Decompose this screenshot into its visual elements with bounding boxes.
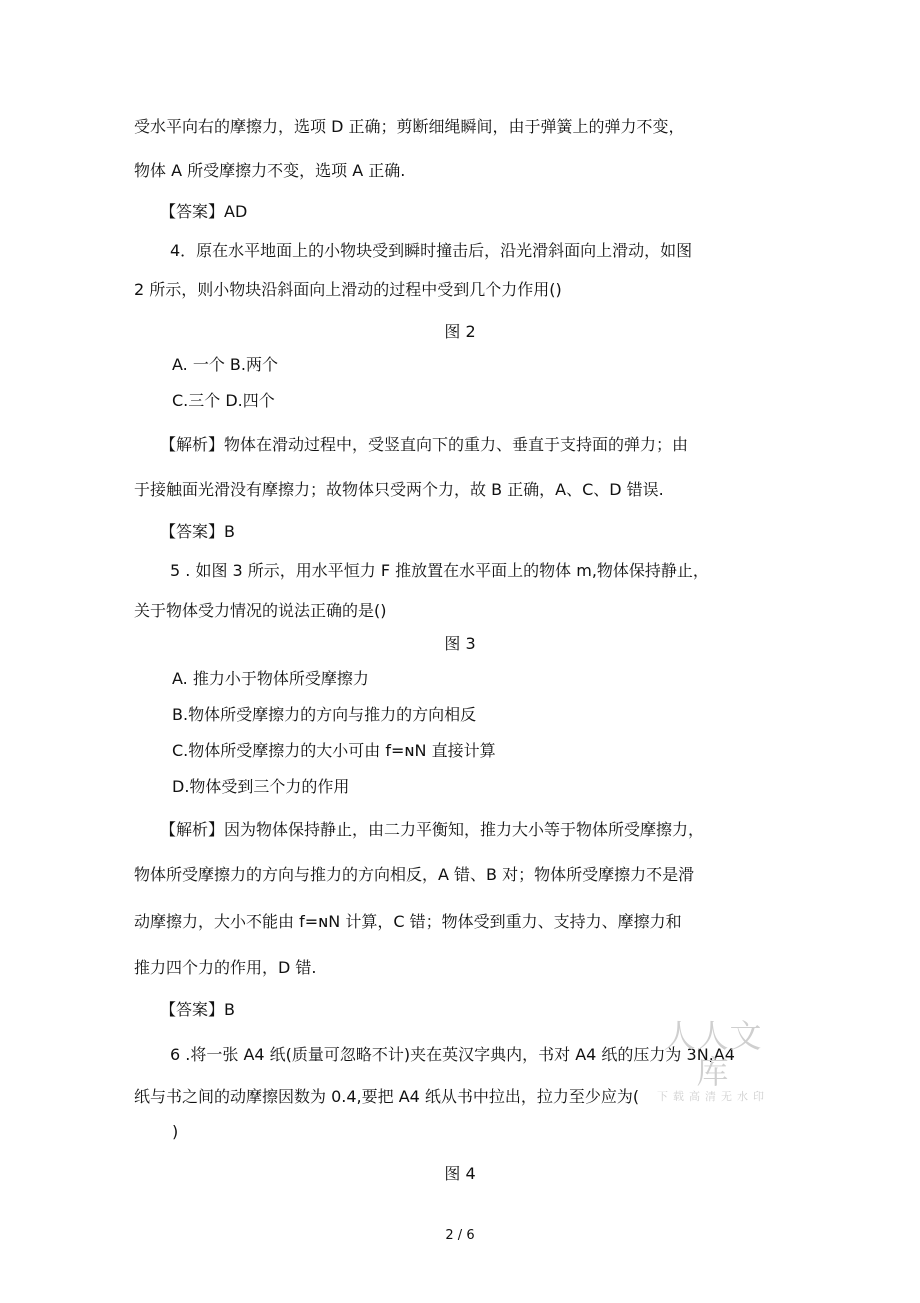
text-line: 2 所示，则小物块沿斜面向上滑动的过程中受到几个力作用() — [134, 280, 562, 299]
text-line: 推力四个力的作用，D 错. — [134, 958, 317, 977]
text-line: 动摩擦力，大小不能由 f=ɴN 计算，C 错；物体受到重力、支持力、摩擦力和 — [134, 912, 682, 931]
option-line: D.物体受到三个力的作用 — [172, 777, 350, 796]
analysis-line: 【解析】因为物体保持静止，由二力平衡知，推力大小等于物体所受摩擦力， — [160, 820, 705, 839]
text-line: 物体 A 所受摩擦力不变，选项 A 正确. — [134, 161, 406, 180]
watermark-subtitle: 下载高清无水印 — [657, 1090, 769, 1103]
text-line: ) — [172, 1122, 179, 1141]
question-5-line: 5 . 如图 3 所示，用水平恒力 F 推放置在水平面上的物体 m,物体保持静止， — [170, 561, 709, 580]
text-line: 受水平向右的摩擦力，选项 D 正确；剪断细绳瞬间，由于弹簧上的弹力不变， — [134, 117, 685, 136]
figure-caption: 图 3 — [444, 634, 476, 653]
page-number: 2 / 6 — [445, 1228, 475, 1243]
option-line: A. 一个 B.两个 — [172, 355, 278, 374]
text-line: 物体所受摩擦力的方向与推力的方向相反，A 错、B 对；物体所受摩擦力不是滑 — [134, 865, 695, 884]
question-6-line: 6 .将一张 A4 纸(质量可忽略不计)夹在英汉字典内，书对 A4 纸的压力为 3N,A4 — [170, 1045, 735, 1064]
text-line: 关于物体受力情况的说法正确的是() — [134, 601, 387, 620]
answer-line: 【答案】B — [160, 1000, 235, 1019]
option-line: C.三个 D.四个 — [172, 391, 275, 410]
figure-caption: 图 4 — [444, 1164, 476, 1183]
question-4-line: 4．原在水平地面上的小物块受到瞬时撞击后，沿光滑斜面向上滑动，如图 — [170, 241, 693, 260]
watermark-logo — [648, 1018, 778, 1104]
answer-line: 【答案】B — [160, 522, 235, 541]
answer-line: 【答案】AD — [160, 202, 248, 221]
text-line: 纸与书之间的动摩擦因数为 0.4,要把 A4 纸从书中拉出，拉力至少应为( — [134, 1087, 640, 1106]
option-line: A. 推力小于物体所受摩擦力 — [172, 669, 369, 688]
figure-caption: 图 2 — [444, 322, 476, 341]
option-line: B.物体所受摩擦力的方向与推力的方向相反 — [172, 705, 477, 724]
watermark-title: 人人文库 — [663, 1017, 763, 1091]
analysis-line: 【解析】物体在滑动过程中，受竖直向下的重力、垂直于支持面的弹力；由 — [160, 435, 689, 454]
text-line: 于接触面光滑没有摩擦力；故物体只受两个力，故 B 正确，A、C、D 错误. — [134, 480, 664, 499]
option-line: C.物体所受摩擦力的大小可由 f=ɴN 直接计算 — [172, 741, 496, 760]
